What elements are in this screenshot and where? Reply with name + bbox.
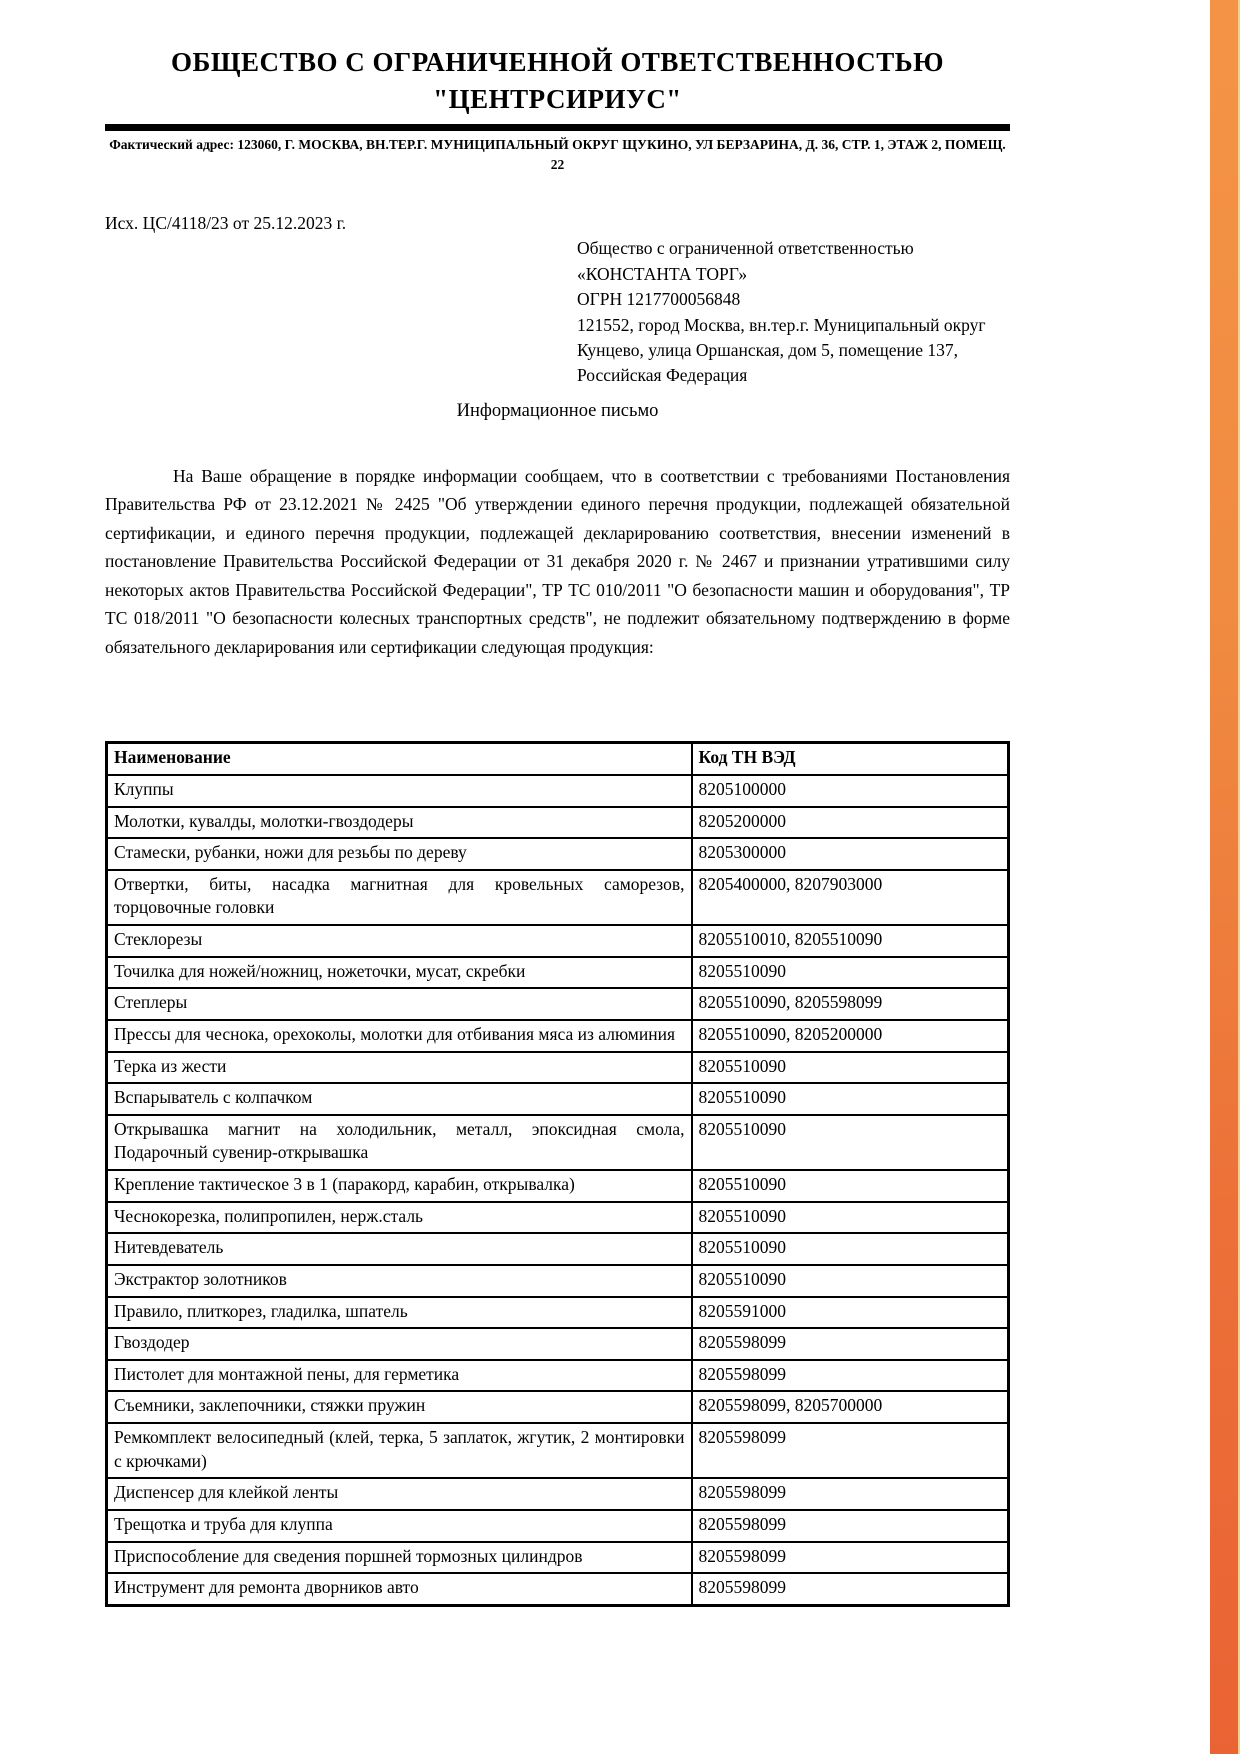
tnved-code-cell: 8205510090 <box>692 1052 1009 1084</box>
tnved-code-cell: 8205598099 <box>692 1573 1009 1605</box>
table-row <box>107 775 1009 807</box>
product-name-cell: Отвертки, биты, насадка магнитная для кровельных саморезов, торцовочные головки <box>107 870 692 925</box>
product-name-cell: Приспособление для сведения поршней тормозных цилиндров <box>107 1542 692 1574</box>
product-name-cell: Трещотка и труба для клуппа <box>107 1510 692 1542</box>
tnved-code-cell: 8205598099 <box>692 1328 1009 1360</box>
table-row <box>107 1233 1009 1265</box>
table-row <box>107 1083 1009 1115</box>
tnved-code-cell: 8205510010, 8205510090 <box>692 925 1009 957</box>
product-name-cell: Гвоздодер <box>107 1328 692 1360</box>
product-table-body <box>107 775 1009 1605</box>
recipient-line: Общество с ограниченной ответственностью <box>577 238 914 259</box>
tnved-code-cell: 8205598099 <box>692 1478 1009 1510</box>
product-name-cell: Точилка для ножей/ножниц, ножеточки, мусат, скребки <box>107 957 692 989</box>
table-row <box>107 1202 1009 1234</box>
product-name-cell: Вспарыватель с колпачком <box>107 1083 692 1115</box>
product-name-cell: Чеснокорезка, полипропилен, нерж.сталь <box>107 1202 692 1234</box>
product-name-cell: Терка из жести <box>107 1052 692 1084</box>
product-name-cell: Правило, плиткорез, гладилка, шпатель <box>107 1297 692 1329</box>
product-name-cell: Инструмент для ремонта дворников авто <box>107 1573 692 1605</box>
table-row <box>107 1510 1009 1542</box>
letterhead-divider <box>105 124 1010 131</box>
company-name <box>105 44 1010 118</box>
product-table <box>105 741 1010 1607</box>
product-name-cell: Клуппы <box>107 775 692 807</box>
table-row <box>107 870 1009 925</box>
column-header-tnved-code: Код ТН ВЭД <box>692 743 1009 775</box>
table-row <box>107 1115 1009 1170</box>
tnved-code-cell: 8205598099 <box>692 1360 1009 1392</box>
tnved-code-cell: 8205598099 <box>692 1510 1009 1542</box>
recipient-block <box>577 236 1017 388</box>
tnved-code-cell: 8205598099 <box>692 1423 1009 1478</box>
product-name-cell: Стамески, рубанки, ножи для резьбы по дереву <box>107 838 692 870</box>
tnved-code-cell: 8205100000 <box>692 775 1009 807</box>
company-name-line1: ОБЩЕСТВО С ОГРАНИЧЕННОЙ ОТВЕТСТВЕННОСТЬЮ <box>171 47 944 77</box>
right-accent-bar <box>1210 0 1240 1754</box>
table-row <box>107 1297 1009 1329</box>
product-name-cell: Крепление тактическое 3 в 1 (паракорд, карабин, открывалка) <box>107 1170 692 1202</box>
tnved-code-cell: 8205510090 <box>692 957 1009 989</box>
product-name-cell: Пистолет для монтажной пены, для герметика <box>107 1360 692 1392</box>
table-header-row <box>107 743 1009 775</box>
table-row <box>107 1020 1009 1052</box>
table-row <box>107 1360 1009 1392</box>
table-row <box>107 1478 1009 1510</box>
product-name-cell: Съемники, заклепочники, стяжки пружин <box>107 1391 692 1423</box>
tnved-code-cell: 8205598099, 8205700000 <box>692 1391 1009 1423</box>
company-name-line2: "ЦЕНТРСИРИУС" <box>433 83 682 114</box>
tnved-code-cell: 8205510090 <box>692 1202 1009 1234</box>
table-row <box>107 1423 1009 1478</box>
outgoing-ref-number: Исх. ЦС/4118/23 от 25.12.2023 г. <box>105 213 347 234</box>
recipient-line: ОГРН 1217700056848 <box>577 289 741 310</box>
tnved-code-cell: 8205510090 <box>692 1170 1009 1202</box>
table-row <box>107 1265 1009 1297</box>
table-row <box>107 925 1009 957</box>
table-row <box>107 1542 1009 1574</box>
table-row <box>107 1573 1009 1605</box>
tnved-code-cell: 8205510090 <box>692 1083 1009 1115</box>
product-name-cell: Прессы для чеснока, орехоколы, молотки для отбивания мяса из алюминия <box>107 1020 692 1052</box>
tnved-code-cell: 8205510090 <box>692 1265 1009 1297</box>
tnved-code-cell: 8205200000 <box>692 807 1009 839</box>
tnved-code-cell: 8205510090, 8205598099 <box>692 988 1009 1020</box>
product-name-cell: Молотки, кувалды, молотки-гвоздодеры <box>107 807 692 839</box>
recipient-line: Кунцево, улица Оршанская, дом 5, помещение 137, <box>577 339 959 360</box>
product-name-cell: Открывашка магнит на холодильник, металл, эпоксидная смола, Подарочный сувенир-открывашка <box>107 1115 692 1170</box>
tnved-code-cell: 8205510090 <box>692 1233 1009 1265</box>
letter-body-paragraph: На Ваше обращение в порядке информации сообщаем, что в соответствии с требованиями Постановления Правительства РФ от 23.12.2021 № 2425 "Об утверждении единого перечня продукции, подлежащей обязательной сертификации, и единого перечня продукции, подлежащей декларированию соответствия, внесении изменений в постановление Правительства Российской Федерации от 31 декабря 2020 г. № 2467 и признании утратившими силу некоторых актов Правительства Российской Федерации", ТР ТС 010/2011 "О безопасности машин и оборудования", ТР ТС 018/2011 "О безопасности колесных транспортных средств", не подлежит обязательному подтверждению в форме обязательного декларирования или сертификации следующая продукция: <box>105 465 1010 657</box>
product-name-cell: Нитевдеватель <box>107 1233 692 1265</box>
table-row <box>107 1170 1009 1202</box>
tnved-code-cell: 8205591000 <box>692 1297 1009 1329</box>
product-name-cell: Степлеры <box>107 988 692 1020</box>
table-row <box>107 1052 1009 1084</box>
tnved-code-cell: 8205510090 <box>692 1115 1009 1170</box>
table-row <box>107 807 1009 839</box>
product-name-cell: Ремкомплект велосипедный (клей, терка, 5 заплаток, жгутик, 2 монтировки с крючками) <box>107 1423 692 1478</box>
column-header-name: Наименование <box>107 743 692 775</box>
product-name-cell: Диспенсер для клейкой ленты <box>107 1478 692 1510</box>
letter-title: Информационное письмо <box>456 400 659 421</box>
recipient-line: «КОНСТАНТА ТОРГ» <box>577 263 748 284</box>
tnved-code-cell: 8205510090, 8205200000 <box>692 1020 1009 1052</box>
product-name-cell: Стеклорезы <box>107 925 692 957</box>
product-name-cell: Экстрактор золотников <box>107 1265 692 1297</box>
table-row <box>107 838 1009 870</box>
tnved-code-cell: 8205300000 <box>692 838 1009 870</box>
tnved-code-cell: 8205400000, 8207903000 <box>692 870 1009 925</box>
recipient-line: Российская Федерация <box>577 365 748 386</box>
table-row <box>107 1391 1009 1423</box>
tnved-code-cell: 8205598099 <box>692 1542 1009 1574</box>
letterhead <box>105 44 1010 175</box>
company-address: Фактический адрес: 123060, Г. МОСКВА, ВН.ТЕР.Г. МУНИЦИПАЛЬНЫЙ ОКРУГ ЩУКИНО, УЛ БЕРЗАРИНА, Д. 36, СТР. 1, ЭТАЖ 2, ПОМЕЩ. 22 <box>109 136 1006 173</box>
recipient-line: 121552, город Москва, вн.тер.г. Муниципальный округ <box>577 314 986 335</box>
table-row <box>107 1328 1009 1360</box>
table-row <box>107 957 1009 989</box>
table-row <box>107 988 1009 1020</box>
